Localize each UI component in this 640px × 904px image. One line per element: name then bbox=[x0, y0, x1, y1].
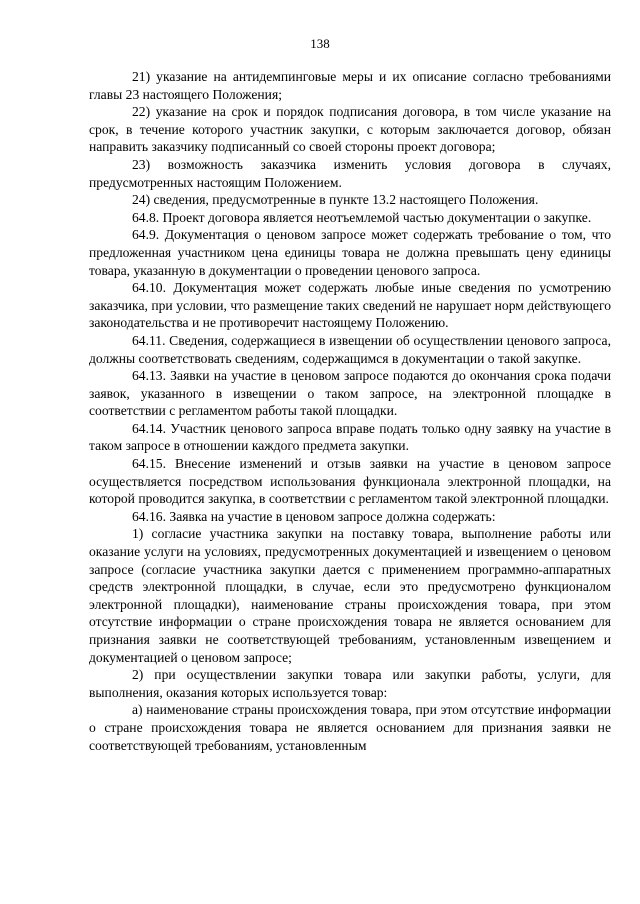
paragraph: 64.14. Участник ценового запроса вправе подать только одну заявку на участие в таком запросе в отношении каждого предмета закупки. bbox=[89, 420, 611, 454]
paragraph: 64.9. Документация о ценовом запросе может содержать требование о том, что предложенная участником цена единицы товара не должна превышать цену единицы товара, указанную в документации о проведении ценового запроса. bbox=[89, 227, 611, 278]
paragraph: 21) указание на антидемпинговые меры и их описание согласно требованиями главы 23 настоящего Положения; bbox=[89, 69, 611, 102]
paragraph: 64.16. Заявка на участие в ценовом запросе должна содержать: bbox=[132, 508, 496, 524]
paragraph: 23) возможность заказчика изменить условия договора в случаях, предусмотренных настоящим Положением. bbox=[89, 156, 611, 190]
paragraph: 22) указание на срок и порядок подписания договора, в том числе указание на срок, в течение которого участник закупки, с которым заключается договор, обязан направить заказчику подписанный со своей стороны проект договора; bbox=[89, 104, 611, 155]
paragraph: 64.11. Сведения, содержащиеся в извещении об осуществлении ценового запроса, должны соответствовать сведениям, содержащимся в документации о такой закупке. bbox=[89, 332, 611, 366]
paragraph: 64.15. Внесение изменений и отзыв заявки на участие в ценовом запросе осуществляется посредством использования функционала электронной площадки, на которой проводится закупка, в соответствии с регламентом такой электронной площадки. bbox=[89, 456, 611, 507]
page-number: 138 bbox=[310, 36, 330, 51]
paragraph: 2) при осуществлении закупки товара или закупки работы, услуги, для выполнения, оказания которых используется товар: bbox=[89, 667, 611, 700]
paragraph: а) наименование страны происхождения товара, при этом отсутствие информации о стране происхождения товара не является основанием для признания заявки не соответствующей требованиям, установленным bbox=[89, 702, 611, 753]
document-body bbox=[89, 68, 611, 754]
paragraph: 64.8. Проект договора является неотъемлемой частью документации о закупке. bbox=[132, 209, 592, 225]
paragraph: 64.10. Документация может содержать любые иные сведения по усмотрению заказчика, при условии, что размещение таких сведений не нарушает норм действующего законодательства и не противоречит настоящему Положению. bbox=[89, 280, 611, 331]
paragraph: 64.13. Заявки на участие в ценовом запросе подаются до окончания срока подачи заявок, указанного в извещении о таком запросе, на электронной площадке в соответствии с регламентом работы такой площадки. bbox=[89, 368, 611, 419]
paragraph: 24) сведения, предусмотренные в пункте 13.2 настоящего Положения. bbox=[132, 192, 539, 208]
paragraph: 1) согласие участника закупки на поставку товара, выполнение работы или оказание услуги на условиях, предусмотренных документацией и извещением о ценовом запросе (согласие участника закупки дается с применением программно-аппаратных средств электронной площадки, в случае, если это предусмотрено функционалом электронной площадки), наименование страны происхождения товара, при этом отсутствие информации о стране происхождения товара не является основанием для признания заявки не соответствующей требованиям, установленным извещением и документацией о ценовом запросе; bbox=[89, 526, 611, 665]
